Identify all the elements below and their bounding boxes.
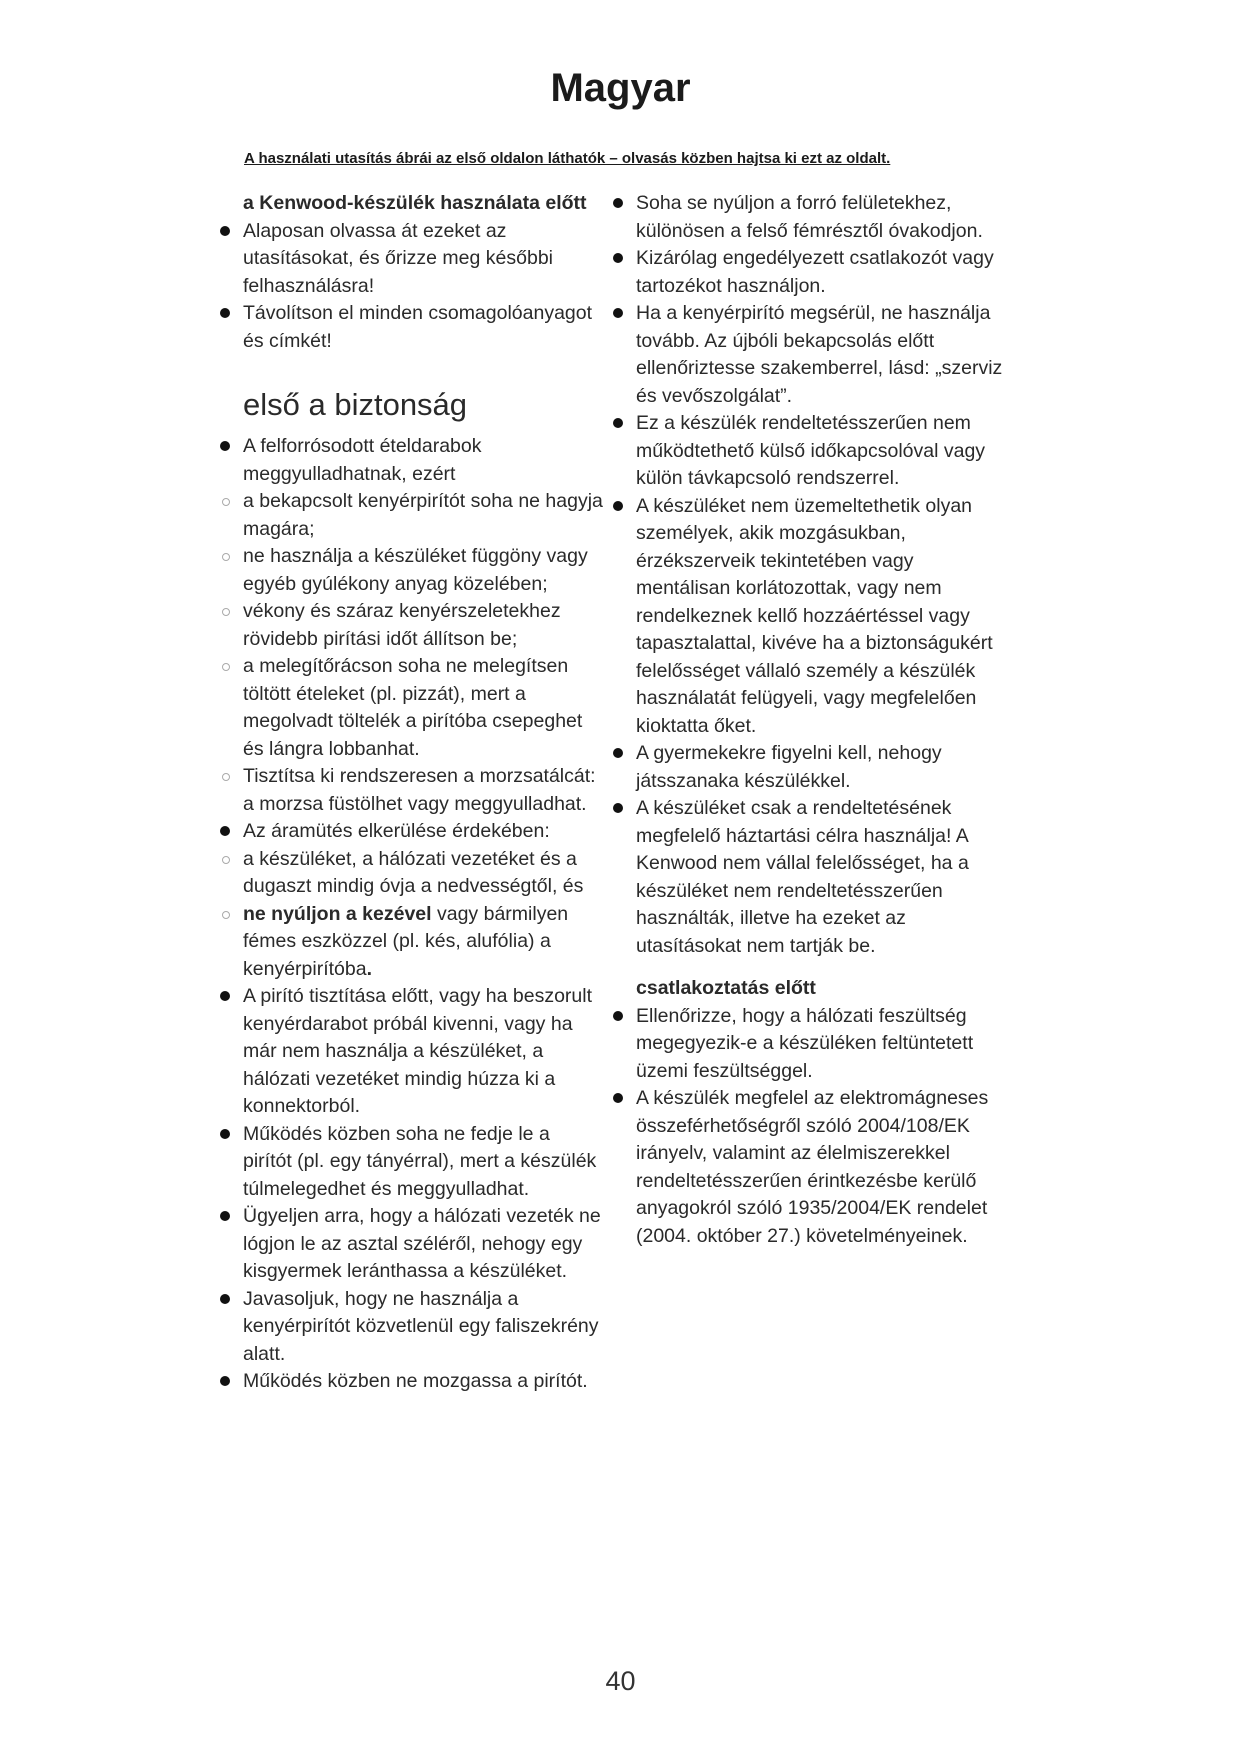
list-item: Ez a készülék rendeltetésszerűen nem működtethető külső időkapcsolóval vagy külön távkapcsoló rendszerrel.: [636, 410, 1006, 493]
sub-list-item: Tisztítsa ki rendszeresen a morzsatálcát: a morzsa füstölhet vagy meggyulladhat.: [243, 763, 603, 818]
page-number: 40: [605, 1666, 636, 1696]
list-item: Ellenőrizze, hogy a hálózati feszültség megegyezik-e a készüléken feltüntetett üzemi feszültséggel.: [636, 1003, 1006, 1086]
list-item: Távolítson el minden csomagolóanyagot és címkét!: [243, 300, 603, 355]
sub-list-item: [243, 901, 603, 984]
safety-list-continued: [636, 190, 1006, 960]
section-heading-before-connecting: csatlakoztatás előtt: [636, 977, 816, 999]
emphasis-text: ne nyúljon a kezével: [243, 902, 432, 925]
sub-list-item: a készüléket, a hálózati vezetéket és a dugaszt mindig óvja a nedvességtől, és: [243, 846, 603, 901]
sub-list-item: ne használja a készüléket függöny vagy egyéb gyúlékony anyag közelében;: [243, 543, 603, 598]
sub-list-item: a melegítőrácson soha ne melegítsen töltött ételeket (pl. pizzát), mert a megolvadt töltelék a pirítóba csepeghet és lángra lobbanhat.: [243, 653, 603, 763]
list-item: Működés közben ne mozgassa a pirítót.: [243, 1368, 603, 1396]
safety-list: [243, 433, 603, 1396]
list-item: A felforrósodott ételdarabok meggyulladhatnak, ezért: [243, 433, 603, 488]
page-title: Magyar: [550, 66, 691, 110]
section-heading-before-use: a Kenwood-készülék használata előtt: [243, 192, 587, 214]
fold-out-notice: A használati utasítás ábrái az első oldalon láthatók – olvasás közben hajtsa ki ezt az oldalt.: [244, 150, 891, 167]
before-use-list: [243, 218, 603, 356]
list-item: Kizárólag engedélyezett csatlakozót vagy tartozékot használjon.: [636, 245, 1006, 300]
sub-list-item: vékony és száraz kenyérszeletekhez rövidebb pirítási időt állítson be;: [243, 598, 603, 653]
list-item: Ügyeljen arra, hogy a hálózati vezeték ne lógjon le az asztal széléről, nehogy egy kisgyermek leránthassa a készüléket.: [243, 1203, 603, 1286]
list-item: A gyermekekre figyelni kell, nehogy játsszanaka készülékkel.: [636, 740, 1006, 795]
right-column: [636, 190, 1006, 1250]
left-column: [243, 190, 603, 1396]
sub-list-item: a bekapcsolt kenyérpirítót soha ne hagyja magára;: [243, 488, 603, 543]
list-item: A készüléket csak a rendeltetésének megfelelő háztartási célra használja! A Kenwood nem vállal felelősséget, ha a készüléket nem rendeltetésszerűen használták, illetve ha ezeket az utasításokat nem tartják be.: [636, 795, 1006, 960]
list-item: Ha a kenyérpirító megsérül, ne használja tovább. Az újbóli bekapcsolás előtt ellenőriztesse szakemberrel, lásd: „szerviz és vevőszolgálat”.: [636, 300, 1006, 410]
list-item: Soha se nyúljon a forró felületekhez, különösen a felső fémrésztől óvakodjon.: [636, 190, 1006, 245]
list-item: Javasoljuk, hogy ne használja a kenyérpirítót közvetlenül egy faliszekrény alatt.: [243, 1286, 603, 1369]
list-item: Működés közben soha ne fedje le a pirítót (pl. egy tányérral), mert a készülék túlmelegedhet és meggyulladhat.: [243, 1121, 603, 1204]
list-item: A készüléket nem üzemeltethetik olyan személyek, akik mozgásukban, érzékszerveik tekintetében vagy mentálisan korlátozottak, vagy nem rendelkeznek kellő hozzáértéssel vagy tapasztalattal, kivéve ha a biztonságukért felelősséget vállaló személy a készülék használatát felügyeli, vagy megfelelően kioktatta őket.: [636, 493, 1006, 741]
list-item: Alaposan olvassa át ezeket az utasításokat, és őrizze meg későbbi felhasználásra!: [243, 218, 603, 301]
list-item: A készülék megfelel az elektromágneses összeférhetőségről szóló 2004/108/EK irányelv, valamint az élelmiszerekkel rendeltetésszerűen érintkezésbe kerülő anyagokról szóló 1935/2004/EK rendelet (2004. október 27.) követelményeinek.: [636, 1085, 1006, 1250]
before-connecting-list: [636, 1003, 1006, 1251]
list-item: A pirító tisztítása előtt, vagy ha beszorult kenyérdarabot próbál kivenni, vagy ha már nem használja a készüléket, a hálózati vezetéket mindig húzza ki a konnektorból.: [243, 983, 603, 1121]
emphasis-period: .: [366, 957, 372, 980]
section-heading-safety: első a biztonság: [243, 387, 468, 422]
sub-list-item-text: vagy bármilyen fémes eszközzel (pl. kés, alufólia) a kenyérpirítóba: [243, 902, 569, 980]
list-item: Az áramütés elkerülése érdekében:: [243, 818, 603, 846]
